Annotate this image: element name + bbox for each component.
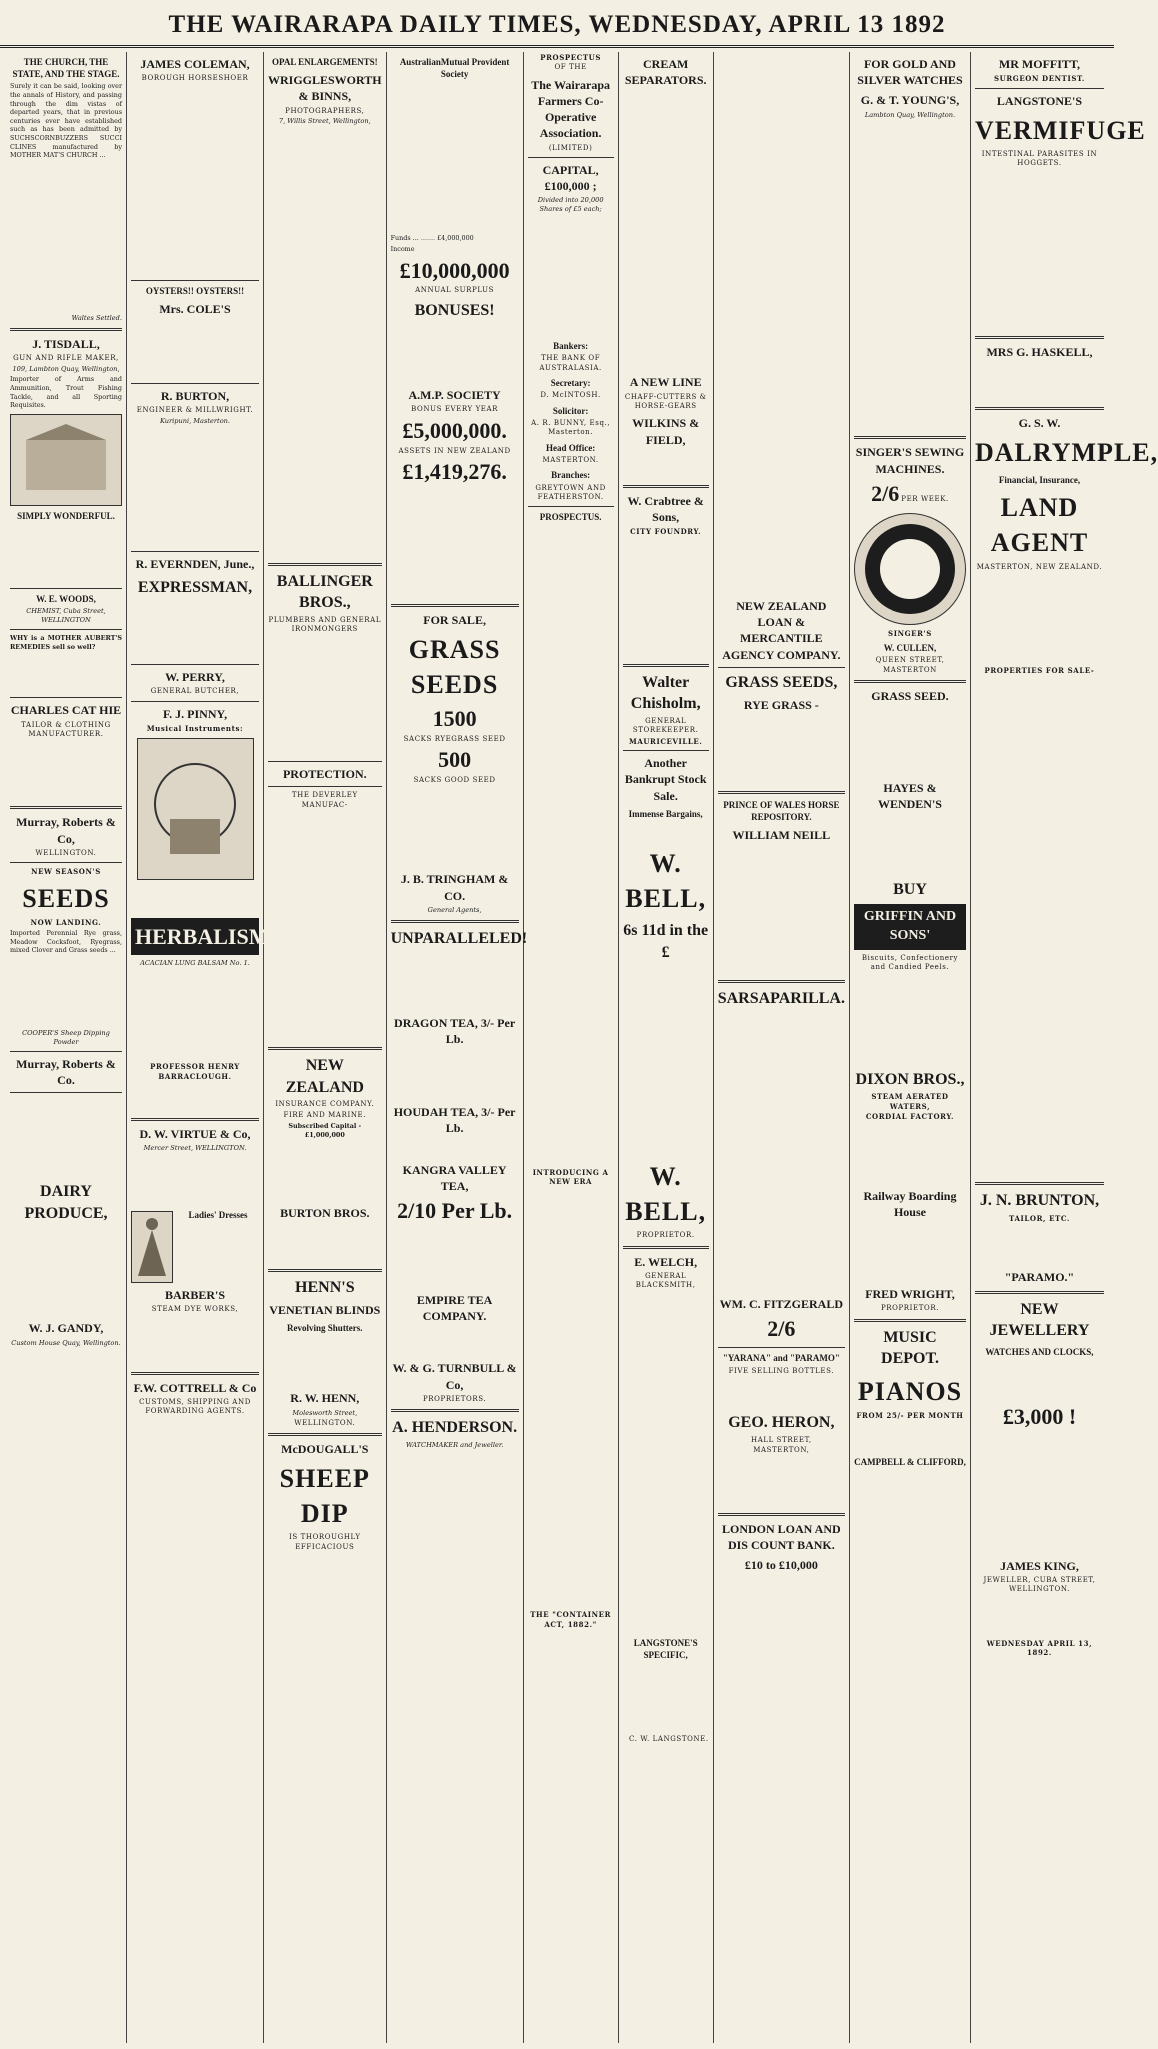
unparalleled-heading: UNPARALLELED! xyxy=(390,929,528,947)
watches-clocks: WATCHES AND CLOCKS, xyxy=(985,1346,1094,1357)
church-body-filler xyxy=(10,162,122,312)
rye-grass: RYE GRASS - xyxy=(743,698,819,713)
newspaper-title: THE WAIRARAPA DAILY TIMES, WEDNESDAY, APRIL 13 1892 xyxy=(168,11,946,38)
new-era: INTRODUCING A NEW ERA xyxy=(532,1167,609,1186)
young-name: G. & T. YOUNG'S, xyxy=(860,93,960,108)
bonus-line: ANNUAL SURPLUS xyxy=(415,286,495,295)
opal-heading: OPAL ENLARGEMENTS! xyxy=(272,57,378,67)
welch-name: E. WELCH, xyxy=(634,1254,698,1269)
lady-figure-icon xyxy=(134,1214,170,1280)
column-6 xyxy=(619,52,714,2043)
container-act: THE "CONTAINER ACT, 1882." xyxy=(530,1610,612,1629)
branches-heading: Branches: xyxy=(551,470,591,481)
church-signed: Waltes Settled. xyxy=(71,314,122,323)
coleman-sub: BOROUGH HORSESHOER xyxy=(141,74,249,83)
virtue-name: D. W. VIRTUE & Co, xyxy=(139,1126,251,1141)
column-2 xyxy=(127,52,270,2043)
office-heading: Head Office: xyxy=(546,442,596,453)
burton-address: Kuripuni, Masterton. xyxy=(159,416,231,425)
burton-bros: BURTON BROS. xyxy=(280,1206,370,1221)
column-7 xyxy=(714,52,850,2043)
tisdall-body: Importer of Arms and Ammunition, Trout Fishing Tackle, and all Sporting Requisites. xyxy=(10,375,122,410)
tisdall-address: 109, Lambton Quay, Wellington, xyxy=(12,364,120,373)
singer-badge-label: SINGER'S xyxy=(888,628,932,638)
railway-boarding: Railway Boarding House xyxy=(863,1188,957,1219)
grass-500-sub: SACKS GOOD SEED xyxy=(413,775,496,784)
cordial-factory: CORDIAL FACTORY. xyxy=(865,1112,955,1122)
virtue-address: Mercer Street, WELLINGTON. xyxy=(143,1144,247,1153)
henn-address: Molesworth Street, xyxy=(292,1408,358,1417)
henderson-name: A. HENDERSON. xyxy=(392,1419,518,1437)
column-5 xyxy=(524,52,619,2043)
fred-sub: PROPRIETOR. xyxy=(880,1304,940,1313)
charles-sub: TAILOR & CLOTHING MANUFACTURER. xyxy=(21,720,111,738)
haskell-name: MRS G. HASKELL, xyxy=(986,344,1093,359)
barber-name: BARBER'S xyxy=(164,1288,226,1303)
buy-heading: BUY xyxy=(893,880,927,898)
grass-seed-8: GRASS SEED. xyxy=(871,688,949,703)
king-name: JAMES KING, xyxy=(1000,1558,1079,1573)
nz-insurance-sub: INSURANCE COMPANY. xyxy=(275,1100,375,1109)
bankrupt-heading: Another Bankrupt Stock Sale. xyxy=(624,756,707,803)
three-thousand: £3,000 ! xyxy=(1002,1404,1077,1429)
murray-name: Murray, Roberts & Co, xyxy=(16,815,116,846)
bankers-body: THE BANK OF AUSTRALASIA. xyxy=(539,354,602,372)
wbell-name: W. BELL, xyxy=(625,848,707,913)
dalrymple-initials: G. S. W. xyxy=(1018,415,1061,430)
wilkins-name: WILKINS & FIELD, xyxy=(632,416,700,447)
henn-name: R. W. HENN, xyxy=(290,1391,360,1406)
mcdougall-heading: McDOUGALL'S xyxy=(281,1441,369,1456)
yarana-heading: "YARANA" and "PARAMO" xyxy=(722,1353,840,1364)
ten-pounds: £10 to £10,000 xyxy=(744,1557,818,1572)
burton-sub: ENGINEER & MILLWRIGHT. xyxy=(136,406,254,415)
dalrymple-name: DALRYMPLE, xyxy=(974,438,1158,468)
new-line: A NEW LINE xyxy=(629,375,702,390)
church-heading: THE CHURCH, THE STATE, AND THE STAGE. xyxy=(12,57,120,80)
for-sale-heading: FOR SALE, xyxy=(423,612,486,627)
everdenn-name: R. EVERNDEN, June., xyxy=(135,557,255,572)
amp-heading: AustralianMutual Provident Society xyxy=(399,57,510,80)
brunton-name: J. N. BRUNTON, xyxy=(979,1192,1100,1210)
cullen-sub: QUEEN STREET, MASTERTON xyxy=(875,656,945,674)
nz-insurance: NEW ZEALAND xyxy=(285,1056,364,1096)
crabtree-name: W. Crabtree & Sons, xyxy=(627,493,704,524)
biscuits-line: Biscuits, Confectionery and Candied Peels. xyxy=(861,953,959,972)
sheep-dip-sub: IS THOROUGHLY EFFICACIOUS xyxy=(289,1533,361,1551)
city-foundry: CITY FOUNDRY. xyxy=(630,527,702,537)
griffin-banner: GRIFFIN AND SONS' xyxy=(854,904,966,950)
income-label: Income xyxy=(390,244,415,253)
singer-badge xyxy=(854,513,966,625)
immense-bargains: Immense Bargains, xyxy=(628,808,703,819)
music-depot: MUSIC DEPOT. xyxy=(881,1328,939,1368)
chisholm-sub: GENERAL STOREKEEPER. xyxy=(632,716,699,735)
langstone-vermifuge: LANGSTONE'S xyxy=(996,93,1083,108)
nzloan-heading: NEW ZEALAND LOAN & MERCANTILE AGENCY COMPANY. xyxy=(722,599,841,662)
heron-name: GEO. HERON, xyxy=(728,1414,835,1432)
sheep-dip-heading: SHEEP DIP xyxy=(279,1464,370,1529)
branches-body: GREYTOWN AND FEATHERSTON. xyxy=(535,483,606,501)
simply-wonderful-heading: SIMPLY WONDERFUL. xyxy=(17,511,115,522)
grass-1500: 1500 xyxy=(432,706,477,732)
church-body: Surely it can be said, looking over the annals of History, and passing through the dim vistas of departed years, that in previous centuries ever have established such as has been admitted by SUCHSCORNBUZZERS SUCCI CLINES manufactured by MOTHER MAT'S CHURCH ... xyxy=(10,82,122,160)
woods-name: W. E. WOODS, xyxy=(36,594,96,605)
column-8 xyxy=(850,52,971,2043)
murray-city: WELLINGTON. xyxy=(35,848,97,857)
amp2-heading: A.M.P. SOCIETY xyxy=(408,388,501,403)
big-value-2: £5,000,000. xyxy=(402,417,507,443)
chisholm-name: Walter Chisholm, xyxy=(630,673,701,713)
barber-sub: STEAM DYE WORKS, xyxy=(151,1305,239,1314)
assets-value: £1,419,276. xyxy=(402,459,507,485)
henn-heading: HENN'S xyxy=(295,1278,355,1296)
hayes-name: HAYES & WENDEN'S xyxy=(877,781,942,812)
campbell-name: CAMPBELL & CLIFFORD, xyxy=(854,1457,966,1468)
pinny-sub: Musical Instruments: xyxy=(146,724,244,734)
burton-name: R. BURTON, xyxy=(160,388,230,403)
london-loan: LONDON LOAN AND DIS COUNT BANK. xyxy=(722,1521,841,1552)
empire-tea: EMPIRE TEA COMPANY. xyxy=(416,1293,493,1324)
gandy-name: W. J. GANDY, xyxy=(28,1321,104,1336)
masthead xyxy=(0,0,1114,48)
oysters-heading: OYSTERS!! OYSTERS!! xyxy=(145,285,245,296)
vermifuge-heading: VERMIFUGE xyxy=(974,115,1146,145)
funds-label: Funds ... xyxy=(390,234,419,243)
welch-sub: GENERAL BLACKSMITH, xyxy=(635,1272,696,1290)
brunton-sub: TAILOR, ETC. xyxy=(1009,1214,1070,1224)
singer-heading: SINGER'S SEWING MACHINES. xyxy=(855,445,965,476)
herbalism-sub: ACACIAN LUNG BALSAM No. 1. xyxy=(140,959,250,968)
singer-logo-icon xyxy=(860,519,960,619)
pinny-badge-image xyxy=(137,738,254,880)
gold-watches-heading: FOR GOLD AND SILVER WATCHES xyxy=(857,57,963,88)
amp2-sub: BONUS EVERY YEAR xyxy=(411,405,499,414)
solicitor-heading: Solicitor: xyxy=(552,405,589,416)
secretary-body: D. McINTOSH. xyxy=(540,391,601,400)
perry-name: W. PERRY, xyxy=(165,670,225,685)
wriggles-sub: PHOTOGRAPHERS, xyxy=(285,106,365,115)
henderson-sub: WATCHMAKER and Jeweller. xyxy=(405,1440,504,1449)
protection-heading: PROTECTION. xyxy=(282,766,367,781)
kangra-price: 2/10 Per Lb. xyxy=(397,1198,513,1224)
financial-line: Financial, Insurance, xyxy=(998,475,1081,486)
column-4 xyxy=(387,52,528,2043)
ballinger-name: BALLINGER BROS., xyxy=(276,572,373,612)
wriggles-address: 7, Willis Street, Wellington, xyxy=(278,116,371,125)
assets-line: ASSETS IN NEW ZEALAND xyxy=(398,446,511,455)
turnbull-name: W. & G. TURNBULL & Co, xyxy=(392,1361,517,1392)
mother-text: WHY is a MOTHER AUBERT'S REMEDIES sell so well? xyxy=(10,634,122,651)
tringham-name: J. B. TRINGHAM & CO. xyxy=(400,872,509,903)
footer-date: WEDNESDAY APRIL 13, 1892. xyxy=(986,1638,1093,1658)
dixon-name: DIXON BROS., xyxy=(855,1070,965,1088)
prospectus2-heading: PROSPECTUS. xyxy=(539,512,602,523)
divider xyxy=(10,328,122,331)
charles-name: CHARLES CAT HIE xyxy=(10,703,122,718)
seeds-body: Imported Perennial Rye grass, Meadow Cocksfoot, Ryegrass, mixed Clover and Grass seeds ... xyxy=(10,929,122,955)
simply-body xyxy=(10,524,122,584)
tisdall-name: J. TISDALL, xyxy=(32,336,100,351)
wales-repository: PRINCE OF WALES HORSE REPOSITORY. xyxy=(723,799,840,822)
piano-illustration-icon xyxy=(145,749,245,869)
ladies-dresses: Ladies' Dresses xyxy=(188,1210,248,1221)
wff-heading: The Wairarapa Farmers Co-Operative Association. xyxy=(531,77,611,141)
income-row xyxy=(391,245,519,254)
barraclough: PROFESSOR HENRY BARRACLOUGH. xyxy=(150,1062,240,1081)
column-1 xyxy=(6,52,127,2043)
bankers-heading: Bankers: xyxy=(553,341,589,352)
deverley: THE DEVERLEY MANUFAC- xyxy=(291,791,358,809)
wbell-name-2: W. BELL, xyxy=(625,1162,707,1227)
langstone-signature: C. W. LANGSTONE. xyxy=(629,1735,709,1744)
prospectus-heading: PROSPECTUS xyxy=(540,53,602,62)
revolving-heading: Revolving Shutters. xyxy=(287,1323,363,1334)
aerated-waters: STEAM AERATED WATERS, xyxy=(871,1092,949,1111)
limited: (LIMITED) xyxy=(548,143,593,152)
pianos-price: FROM 25/- PER MONTH xyxy=(856,1410,964,1420)
mauriceville: MAURICEVILLE. xyxy=(628,736,703,746)
kangra-tea: KANGRA VALLEY TEA, xyxy=(402,1162,507,1194)
office-body: MASTERTON. xyxy=(542,455,599,464)
properties-heading: PROPERTIES FOR SALE- xyxy=(984,666,1095,676)
fitzgerald-name: WM. C. FITZGERALD xyxy=(719,1296,844,1311)
big-value: £10,000,000 xyxy=(399,257,510,283)
turnbull-sub: PROPRIETORS. xyxy=(422,1394,487,1403)
cullen-name: W. CULLEN, xyxy=(883,642,937,653)
nz-insurance-sub2: FIRE AND MARINE. xyxy=(283,1110,367,1119)
oysters-sub: Mrs. COLE'S xyxy=(159,301,231,316)
land-agent-sub: MASTERTON, NEW ZEALAND. xyxy=(976,562,1103,571)
houdah-tea: HOUDAH TEA, 3/- Per Lb. xyxy=(393,1104,516,1135)
engraving-illustration-icon xyxy=(16,420,116,500)
column-9 xyxy=(971,52,1158,2043)
soda-water: FIVE SELLING BOTTLES. xyxy=(728,1366,835,1375)
wbell-price: 6s 11d in the £ xyxy=(623,922,709,961)
venetian-heading: VENETIAN BLINDS xyxy=(269,1303,381,1318)
coleman-name: JAMES COLEMAN, xyxy=(140,57,250,71)
singer-price-row xyxy=(854,479,966,509)
grass-1500-sub: SACKS RYEGRASS SEED xyxy=(403,734,506,743)
expressman-heading: EXPRESSMAN, xyxy=(137,578,253,596)
dragon-tea: DRAGON TEA, 3/- Per Lb. xyxy=(394,1016,516,1047)
cottrell-sub: CUSTOMS, SHIPPING AND FORWARDING AGENTS. xyxy=(139,1397,251,1416)
young-address: Lambton Quay, Wellington. xyxy=(864,110,956,119)
singer-per-week: PER WEEK. xyxy=(901,494,949,503)
solicitor-body: A. R. BUNNY, Esq., Masterton. xyxy=(531,418,611,437)
wriggles-name: WRIGGLESWORTH & BINNS, xyxy=(268,73,382,104)
gandy-address: Custom House Quay, Wellington. xyxy=(11,1338,121,1347)
new-jewellery: NEW JEWELLERY xyxy=(989,1300,1090,1340)
wood-engraving-image xyxy=(10,414,122,506)
capital-sub: Divided into 20,000 Shares of £5 each; xyxy=(537,196,604,214)
cooper-line: COOPER'S Sheep Dipping Powder xyxy=(22,1029,110,1047)
langstone-specific: LANGSTONE'S SPECIFIC, xyxy=(633,1637,698,1661)
secretary-heading: Secretary: xyxy=(550,378,591,389)
new-seasons: NEW SEASON'S xyxy=(31,867,101,877)
wbell-proprietor: PROPRIETOR. xyxy=(636,1231,695,1240)
dairy-heading: DAIRY PRODUCE, xyxy=(24,1183,108,1222)
sarsaparilla-heading: SARSAPARILLA. xyxy=(717,990,845,1007)
pinny-name: F. J. PINNY, xyxy=(162,706,228,721)
paramo-heading: "PARAMO." xyxy=(1004,1270,1075,1285)
heron-city: MASTERTON, xyxy=(753,1446,810,1455)
of-the: OF THE xyxy=(554,63,587,72)
price-2-6: 2/6 xyxy=(767,1315,796,1341)
perry-sub: GENERAL BUTCHER, xyxy=(150,687,240,696)
funds-row: Funds ... ....... £4,000,000 xyxy=(390,234,474,243)
henn-city: WELLINGTON. xyxy=(294,1418,356,1427)
lady-dress-image xyxy=(131,1211,173,1283)
woods-address: CHEMIST, Cuba Street, WELLINGTON xyxy=(26,607,106,625)
capital-heading: CAPITAL, £100,000 ; xyxy=(542,163,599,194)
now-landing: NOW LANDING. xyxy=(30,917,102,927)
grass-500: 500 xyxy=(438,747,472,773)
bonuses-heading: BONUSES! xyxy=(414,301,495,319)
neill-name: WILLIAM NEILL xyxy=(732,827,831,842)
king-sub: JEWELLER, CUBA STREET, WELLINGTON. xyxy=(983,1575,1096,1594)
cream-heading: CREAM SEPARATORS. xyxy=(624,57,707,88)
cottrell-name: F.W. COTTRELL & Co xyxy=(133,1380,257,1395)
heron-sub: HALL STREET, xyxy=(750,1435,812,1444)
chaff-cutters: CHAFF-CUTTERS & HORSE-GEARS xyxy=(624,392,707,410)
pianos-heading: PIANOS xyxy=(857,1376,963,1406)
funds-value: £4,000,000 xyxy=(437,234,474,243)
seeds-heading: SEEDS xyxy=(22,883,110,913)
moffitt-sub: SURGEON DENTIST. xyxy=(994,74,1085,84)
subscribed-capital: Subscribed Capital - £1,000,000 xyxy=(288,1122,362,1139)
column-3 xyxy=(264,52,387,2043)
murray2-name: Murray, Roberts & Co. xyxy=(16,1056,116,1088)
singer-price: 2/6 xyxy=(871,480,900,506)
moffitt-name: MR MOFFITT, xyxy=(998,57,1081,71)
fred-wright: FRED WRIGHT, xyxy=(865,1287,955,1302)
land-agent-heading: LAND AGENT xyxy=(990,493,1089,558)
grass-seeds-7: GRASS SEEDS, xyxy=(725,673,838,691)
herbalism-banner: HERBALISM xyxy=(131,918,259,956)
ballinger-sub: PLUMBERS AND GENERAL IRONMONGERS xyxy=(268,616,382,634)
grass-seeds-heading: GRASS SEEDS xyxy=(408,634,501,699)
newspaper-columns xyxy=(0,48,1158,2043)
tringham-address: General Agents, xyxy=(427,905,482,914)
tisdall-sub: GUN AND RIFLE MAKER, xyxy=(13,354,119,363)
intestinal-line: INTESTINAL PARASITES IN HOGGETS. xyxy=(981,149,1098,168)
